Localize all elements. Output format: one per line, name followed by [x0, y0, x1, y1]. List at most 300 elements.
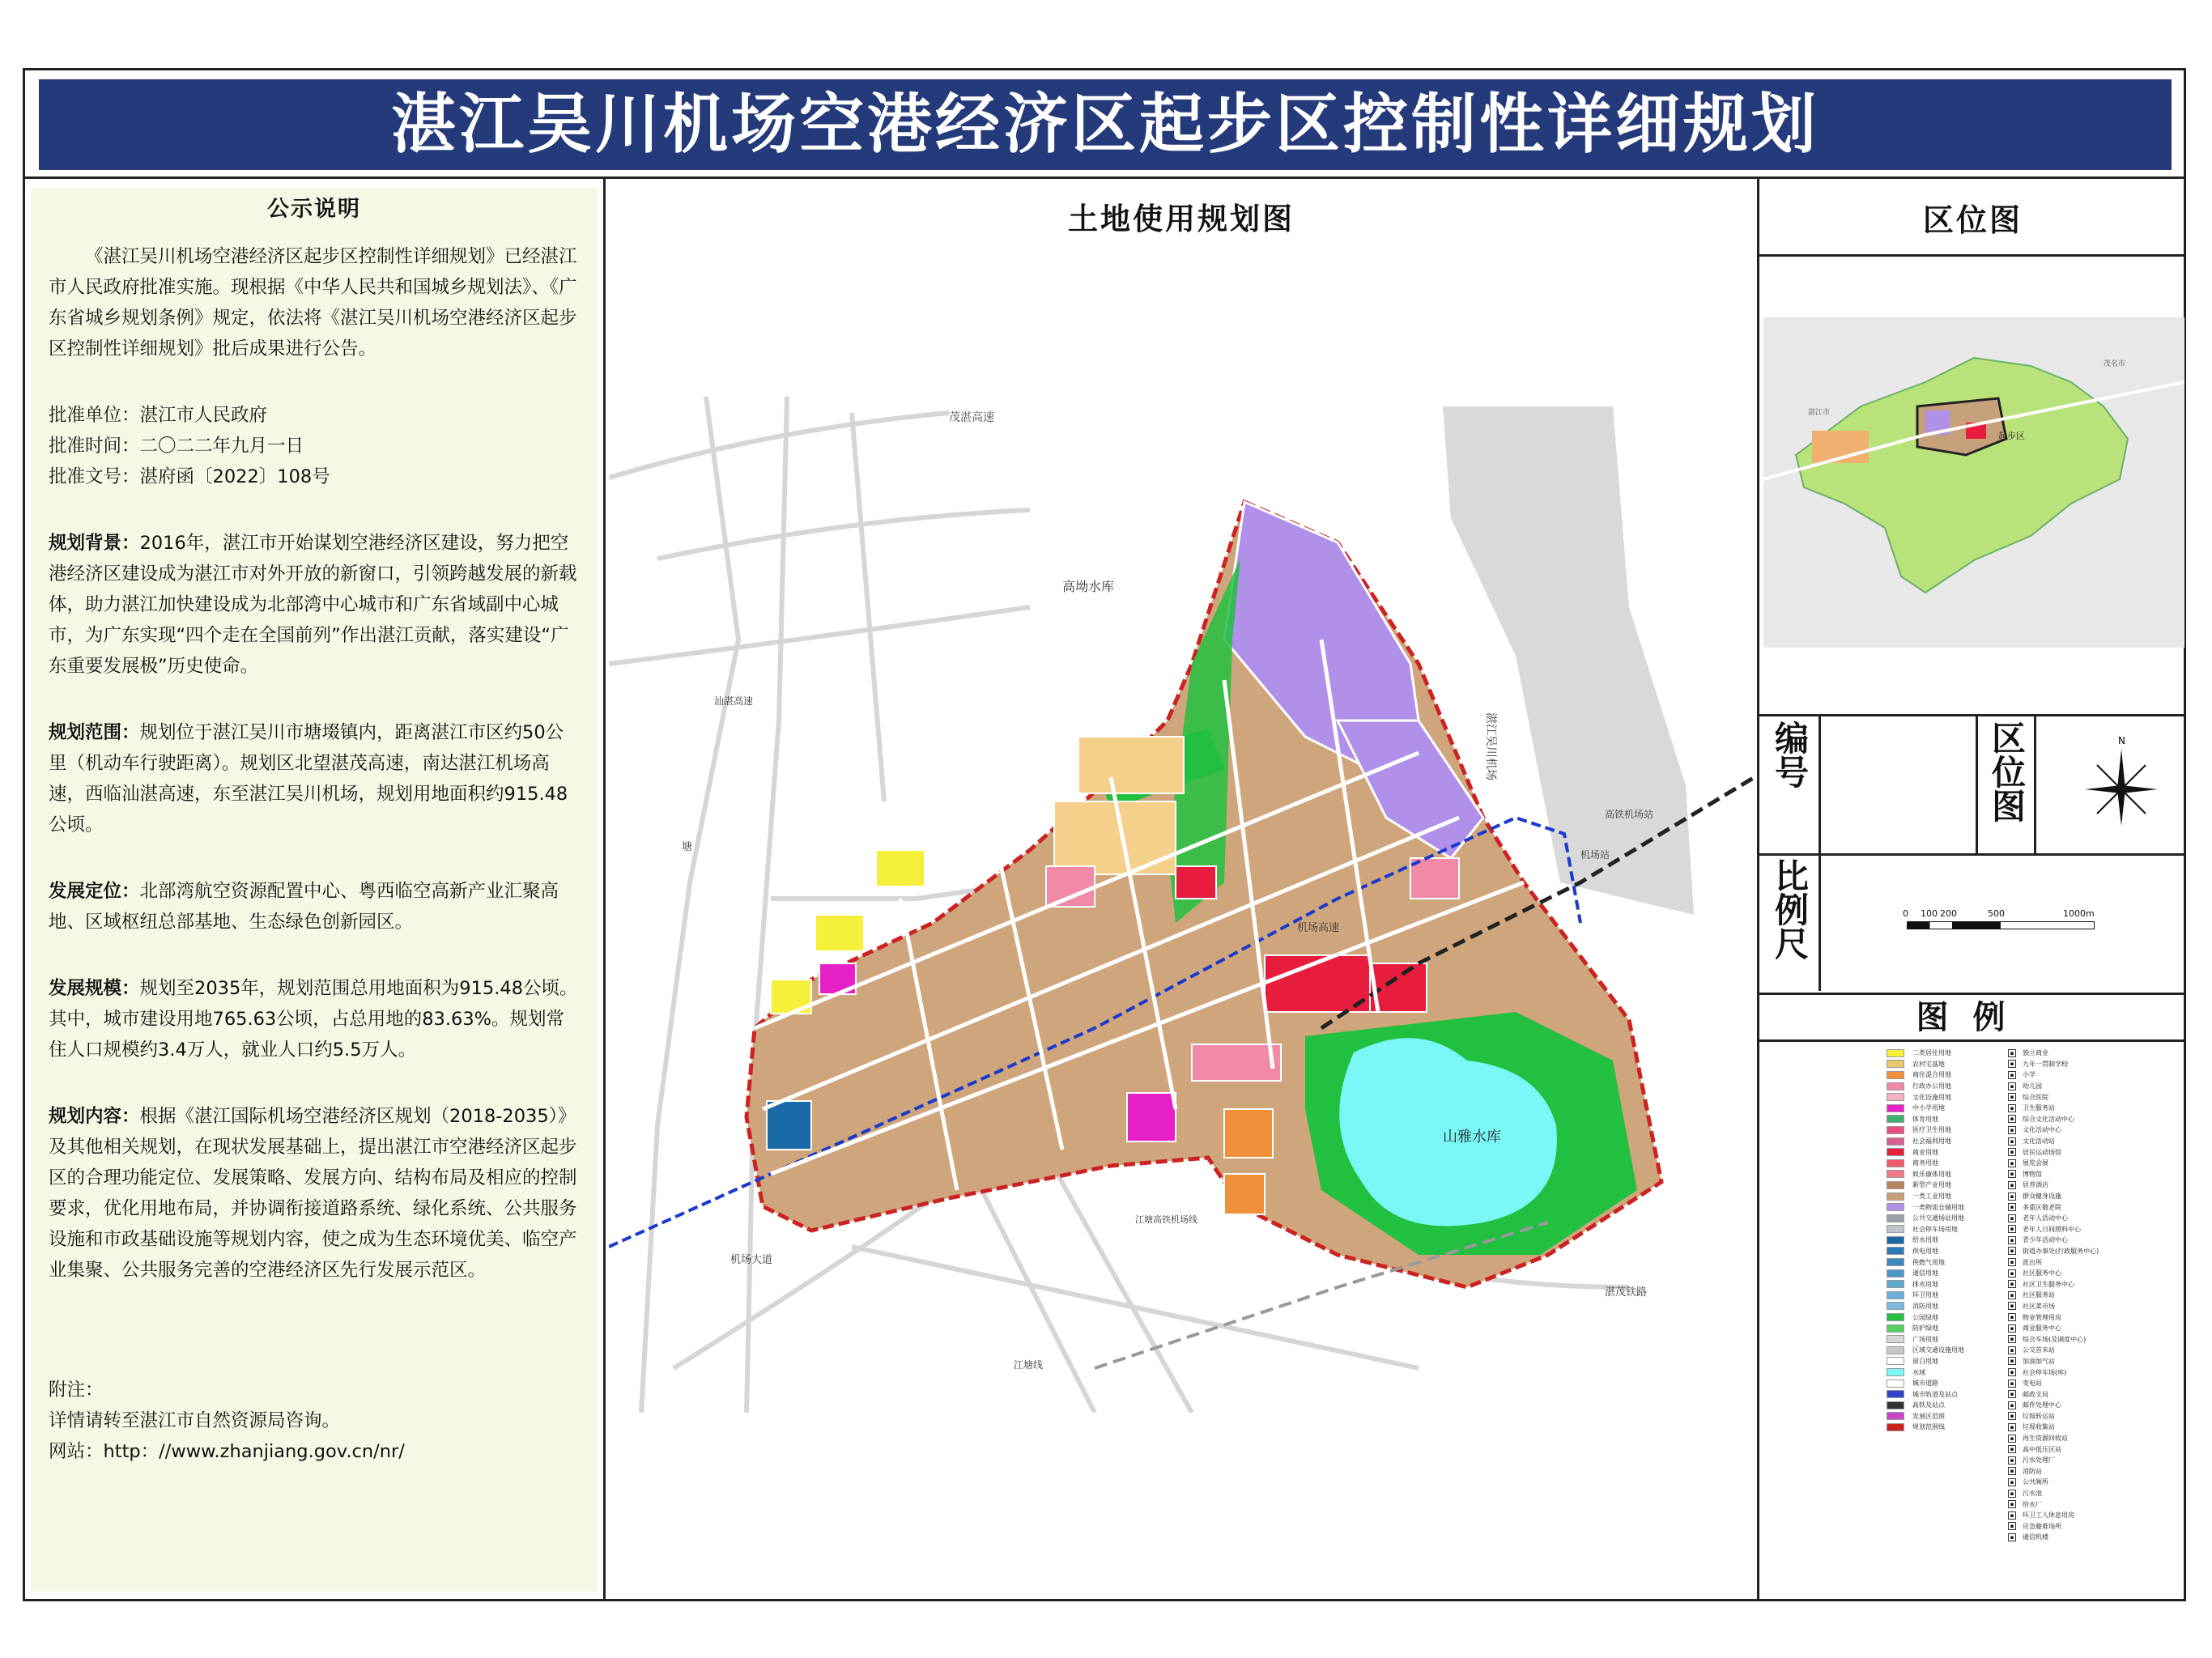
legend-label: 社区卫生服务中心 [2023, 1280, 2074, 1288]
legend-item [2008, 1443, 2099, 1455]
legend-label: 消防用地 [1912, 1302, 1938, 1310]
legend-label: 展览会展 [2023, 1159, 2048, 1167]
facility-icon: ▪ [2008, 1093, 2016, 1101]
legend-swatch [1887, 1269, 1904, 1278]
legend-label: 水域 [1912, 1368, 1925, 1376]
location-box [1979, 716, 2034, 853]
facility-icon: ▪ [2008, 1390, 2016, 1398]
legend-swatch [1887, 1192, 1904, 1201]
legend-label: 派出所 [2023, 1258, 2042, 1266]
legend-swatch [1887, 1159, 1904, 1167]
legend-label: 区域交通设施用地 [1912, 1346, 1964, 1354]
facility-icon: ▪ [2008, 1490, 2016, 1498]
facility-icon: ▪ [2008, 1148, 2016, 1156]
note-label: 附注： [49, 1380, 104, 1401]
label-jiangtang-rail: 江塘高铁机场线 [1135, 1214, 1197, 1225]
legend-item [2008, 1146, 2099, 1158]
section-background [49, 528, 580, 682]
legend-item [2008, 1256, 2099, 1268]
residential-block [815, 915, 864, 951]
legend-item [1887, 1333, 1964, 1345]
legend-swatch [1887, 1236, 1904, 1244]
label-airport-road: 机场大道 [730, 1254, 773, 1266]
legend-item [2008, 1213, 2099, 1224]
legend-label: 文化活动中心 [2023, 1126, 2061, 1134]
legend-label: 小学 [2023, 1071, 2035, 1079]
number-label [1762, 716, 1817, 853]
legend-item [2008, 1367, 2099, 1378]
legend-label: 公交首末站 [2023, 1346, 2055, 1354]
legend-item [1887, 1312, 1964, 1323]
legend-item [2008, 1235, 2099, 1246]
scale-tick: 500 [1988, 908, 2005, 919]
legend-label: 农村宅基地 [1912, 1060, 1945, 1068]
legend-swatch [1887, 1302, 1904, 1310]
legend-label: 商务用地 [1912, 1159, 1938, 1167]
legend-label: 规划范围线 [1912, 1423, 1945, 1431]
legend-label: 公共厕所 [2023, 1478, 2048, 1486]
legend-item [1887, 1114, 1964, 1125]
legend-item [2008, 1422, 2099, 1433]
legend-item [2008, 1114, 2099, 1125]
commercial-block [1176, 866, 1216, 899]
location-title: 区位图 [1922, 202, 2023, 238]
legend-item [2008, 1488, 2099, 1499]
legend-label: 污水处理厂 [2023, 1456, 2055, 1465]
legend-item [2008, 1224, 2099, 1235]
legend-item [1887, 1069, 1964, 1081]
legend-label: 商业服务中心 [2023, 1324, 2061, 1333]
scale-tick: 200 [1940, 908, 1957, 919]
scale-tick: 0 [1903, 908, 1908, 919]
section-content [49, 1101, 580, 1286]
legend-label: 高中低压区站 [2023, 1445, 2061, 1453]
facility-icon: ▪ [2008, 1247, 2016, 1255]
legend-label: 供电用地 [1912, 1247, 1938, 1255]
legend-item [2008, 1069, 2099, 1081]
legend-item [2008, 1059, 2099, 1070]
admin-block [1410, 858, 1459, 899]
facility-icon: ▪ [2008, 1049, 2016, 1057]
divider [603, 176, 606, 1601]
legend-swatch [1887, 1324, 1904, 1333]
legend-swatch [1887, 1335, 1904, 1343]
legend-item [2008, 1103, 2099, 1114]
legend-item [1887, 1400, 1964, 1411]
facility-icon: ▪ [2008, 1181, 2016, 1189]
facility-icon: ▪ [2008, 1335, 2016, 1343]
scale-label: 发展规模： [49, 978, 140, 999]
positioning-label: 发展定位： [49, 881, 140, 902]
label-jiangtang-line: 江塘线 [1014, 1359, 1044, 1371]
divider [1759, 254, 2186, 257]
location-inset-map [1763, 317, 2184, 648]
legend-swatch [1887, 1115, 1904, 1123]
facility-icon: ▪ [2008, 1302, 2016, 1310]
legend-label: 社区服务站 [2023, 1291, 2055, 1299]
legend-swatch [1887, 1423, 1904, 1431]
notice-intro: 《湛江吴川机场空港经济区起步区控制性详细规划》已经湛江市人民政府批准实施。现根据《中华人民共和国城乡规划法》、《广东省城乡规划条例》规定，依法将《湛江吴川机场空港经济区起步区控制性详细规划》批后成果进行公告。 [49, 246, 577, 359]
positioning-text: 北部湾航空资源配置中心、粤西临空高新产业汇聚高地、区域枢纽总部基地、生态绿色创新园区。 [49, 881, 559, 933]
legend-label: 发展区范围 [1912, 1412, 1945, 1420]
legend-swatch [1887, 1148, 1904, 1156]
legend-label: 综合车场(及调度中心) [2023, 1335, 2087, 1343]
legend-swatch [1887, 1368, 1904, 1376]
facility-icon: ▪ [2008, 1214, 2016, 1222]
legend-item [2008, 1477, 2099, 1488]
facility-icon: ▪ [2008, 1401, 2016, 1409]
notice-panel [31, 188, 598, 1592]
legend-item [1887, 1367, 1964, 1378]
website-link[interactable]: 网站：http：//www.zhanjiang.gov.cn/nr/ [49, 1441, 405, 1462]
facility-icon: ▪ [2008, 1192, 2016, 1201]
section-positioning [49, 876, 580, 937]
legend-label: 老年人活动中心 [2023, 1214, 2068, 1222]
legend-swatch [1887, 1357, 1904, 1365]
label-pond: 塘 [682, 841, 693, 853]
facility-icon: ▪ [2008, 1380, 2016, 1388]
location-box-text: 区位图 [1987, 721, 2027, 823]
legend-label: 再生资源回收站 [2023, 1435, 2068, 1443]
residential-block [876, 850, 925, 886]
legend-label: 群众健身设施 [2023, 1192, 2061, 1201]
legend-label: 居养酒店 [2023, 1181, 2048, 1189]
legend-label: 通信用地 [1912, 1269, 1938, 1278]
inset-start-area-label: 起步区 [1998, 431, 2025, 441]
legend-item [2008, 1191, 2099, 1202]
legend-item [1887, 1323, 1964, 1334]
facility-icon: ▪ [2008, 1115, 2016, 1123]
legend-item [2008, 1124, 2099, 1136]
facility-icon: ▪ [2008, 1071, 2016, 1079]
legend-item [2008, 1081, 2099, 1092]
facility-icon: ▪ [2008, 1511, 2016, 1520]
facility-icon: ▪ [2008, 1445, 2016, 1453]
reservoir-label: 山雅水库 [1443, 1129, 1501, 1146]
facility-icon: ▪ [2008, 1313, 2016, 1321]
legend-swatch [1887, 1126, 1904, 1134]
facility-icon: ▪ [2008, 1368, 2016, 1376]
residential-block [1078, 737, 1184, 793]
legend-item [2008, 1356, 2099, 1367]
facility-icon: ▪ [2008, 1225, 2016, 1233]
legend-swatch [1887, 1401, 1904, 1409]
legend-label: 城市道路 [1912, 1380, 1938, 1388]
map-title: 土地使用规划图 [1068, 202, 1295, 236]
legend-item [2008, 1378, 2099, 1389]
residential-block [1054, 801, 1176, 874]
legend-label: 广场用地 [1912, 1335, 1938, 1343]
legend-item [1887, 1213, 1964, 1224]
legend-label: 加油加气站 [2023, 1357, 2055, 1365]
legend-label: 中小学用地 [1912, 1104, 1945, 1112]
legend-item [2008, 1400, 2099, 1411]
legend-swatch [1887, 1060, 1904, 1068]
scale-tick: 1000m [2063, 908, 2095, 919]
facility-icon: ▪ [2008, 1423, 2016, 1431]
legend-label: 物业管理用房 [2023, 1313, 2061, 1321]
facility-icon: ▪ [2008, 1126, 2016, 1134]
section-scope [49, 717, 580, 840]
legend-item [1887, 1048, 1964, 1059]
legend-item [2008, 1411, 2099, 1422]
legend-label: 垃圾收集站 [2023, 1423, 2055, 1431]
legend-swatch [1887, 1247, 1904, 1255]
legend-label: 综合医院 [2023, 1093, 2048, 1101]
legend-swatch [1887, 1214, 1904, 1222]
legend-item [2008, 1091, 2099, 1103]
legend-item [2008, 1455, 2099, 1466]
facility-icon: ▪ [2008, 1137, 2016, 1146]
legend-item [1887, 1301, 1964, 1312]
page-title: 湛江吴川机场空港经济区起步区控制性详细规划 [39, 79, 2172, 170]
legend-swatch [1887, 1412, 1904, 1420]
legend-label: 留白用地 [1912, 1357, 1938, 1365]
legend-label: 高铁及站点 [1912, 1401, 1945, 1409]
legend-swatch [1887, 1225, 1904, 1233]
facility-icon: ▪ [2008, 1456, 2016, 1465]
legend-label: 邮政支局 [2023, 1390, 2048, 1398]
legend-item [1887, 1169, 1964, 1180]
divider [23, 176, 2186, 179]
legend-label: 医疗卫生用地 [1912, 1126, 1951, 1134]
legend-label: 排水用地 [1912, 1280, 1938, 1288]
facility-icon: ▪ [2008, 1082, 2016, 1090]
legend-item [2008, 1201, 2099, 1213]
legend [1887, 1048, 2129, 1598]
north-label: N [2118, 735, 2125, 746]
legend-item [1887, 1158, 1964, 1169]
label-zhanmao-railway: 湛茂铁路 [1605, 1286, 1648, 1299]
legend-swatch [1887, 1346, 1904, 1354]
legend-label: 公共交通场站用地 [1912, 1214, 1964, 1222]
legend-label: 老年人日间照料中心 [2023, 1225, 2081, 1233]
legend-item [1887, 1290, 1964, 1301]
label-maoz-expressway: 茂湛高速 [949, 411, 994, 424]
legend-item [1887, 1268, 1964, 1279]
legend-item [1887, 1059, 1964, 1070]
legend-item [1887, 1256, 1964, 1268]
legend-label: 防护绿地 [1912, 1324, 1938, 1333]
scale-tick: 100 [1921, 908, 1938, 919]
label-gaoyao-reservoir: 高坳水库 [1062, 579, 1115, 594]
legend-label: 邮件处理中心 [2023, 1401, 2061, 1409]
legend-item [2008, 1466, 2099, 1477]
legend-label: 综合文化活动中心 [2023, 1115, 2074, 1123]
content-text: 根据《湛江国际机场空港经济区规划（2018-2035）》及其他相关规划，在现状发展基础上，提出湛江市空港经济区起步区的合理功能定位、发展策略、发展方向、结构布局及相应的控制要求，优化用地布局，并协调衔接道路系统、绿化系统、公共服务设施和市政基础设施等规划内容，使之成为生态环境优美、临空产业集聚、公共服务完善的空港经济区先行发展示范区。 [49, 1106, 577, 1281]
legend-label: 应急避难场所 [2023, 1522, 2061, 1530]
legend-item [2008, 1521, 2099, 1533]
legend-item [1887, 1201, 1964, 1213]
admin-block [1192, 1044, 1281, 1081]
legend-item [1887, 1091, 1964, 1103]
divider [1759, 714, 2186, 716]
legend-label: 社会停车场(库) [2023, 1368, 2067, 1376]
legend-item [1887, 1246, 1964, 1257]
north-arrow [2073, 733, 2170, 838]
legend-item [1887, 1136, 1964, 1147]
legend-item [2008, 1246, 2099, 1257]
facility-icon: ▪ [2008, 1291, 2016, 1299]
facility-icon: ▪ [2008, 1236, 2016, 1244]
airport-label: 湛江吴川机场 [1484, 712, 1497, 780]
legend-label: 商住混合用地 [1912, 1071, 1951, 1079]
legend-item [2008, 1180, 2099, 1191]
label-shanzhan-expressway: 汕湛高速 [714, 695, 754, 707]
legend-item [2008, 1169, 2099, 1180]
legend-label: 体育用地 [1912, 1115, 1938, 1123]
label-airport-expressway: 机场高速 [1297, 922, 1340, 934]
divider [1759, 1039, 2186, 1042]
legend-title: 图例 [1916, 999, 2030, 1036]
legend-landuse-column [1887, 1048, 1964, 1433]
facility-icon: ▪ [2008, 1435, 2016, 1443]
mixed-block [1224, 1109, 1273, 1158]
legend-item [2008, 1301, 2099, 1312]
legend-item [1887, 1124, 1964, 1136]
legend-label: 二类居住用地 [1912, 1049, 1951, 1057]
facility-icon: ▪ [2008, 1522, 2016, 1530]
legend-item [2008, 1388, 2099, 1400]
legend-item [2008, 1136, 2099, 1147]
legend-label: 多重区敬老院 [2023, 1203, 2061, 1211]
legend-label: 社区服务中心 [2023, 1269, 2061, 1278]
inset-maoming-label: 茂名市 [2104, 360, 2126, 368]
legend-item [1887, 1224, 1964, 1235]
legend-swatch [1887, 1104, 1904, 1112]
legend-item [2008, 1433, 2099, 1444]
legend-item [1887, 1356, 1964, 1367]
legend-label: 环卫工人休息用房 [2023, 1511, 2074, 1520]
legend-label: 文化设施用地 [1912, 1093, 1951, 1101]
utility-block [767, 1101, 811, 1150]
legend-item [2008, 1333, 2099, 1345]
legend-item [1887, 1378, 1964, 1389]
legend-item [1887, 1388, 1964, 1400]
legend-label: 居民运动场馆 [2023, 1148, 2061, 1156]
legend-item [2008, 1268, 2099, 1279]
legend-label: 一类物流仓储用地 [1912, 1203, 1964, 1211]
scale-bar [1907, 921, 2095, 929]
legend-swatch [1887, 1049, 1904, 1057]
legend-swatch [1887, 1390, 1904, 1398]
legend-label: 行政办公用地 [1912, 1082, 1951, 1090]
legend-label: 幼儿园 [2023, 1082, 2042, 1090]
legend-item [2008, 1532, 2099, 1543]
legend-swatch [1887, 1380, 1904, 1388]
facility-icon: ▪ [2008, 1203, 2016, 1211]
legend-swatch [1887, 1291, 1904, 1299]
legend-item [1887, 1191, 1964, 1202]
facility-icon: ▪ [2008, 1170, 2016, 1178]
number-label-text: 编号 [1770, 721, 1810, 789]
legend-label: 消防站 [2023, 1467, 2042, 1475]
legend-item [2008, 1323, 2099, 1334]
background-text: 2016年，湛江市开始谋划空港经济区建设，努力把空港经济区建设成为湛江市对外开放的新窗口，引领跨越发展的新载体，助力湛江加快建设成为北部湾中心城市和广东省域副中心城市，为广东实现“四个走在全国前列”作出湛江贡献，落实建设“广东重要发展极”历史使命。 [49, 533, 577, 677]
legend-swatch [1887, 1170, 1904, 1178]
legend-item [2008, 1290, 2099, 1301]
legend-item [2008, 1048, 2099, 1059]
facility-icon: ▪ [2008, 1280, 2016, 1288]
legend-label: 街道办事处(行政服务中心) [2023, 1247, 2099, 1255]
legend-label: 娱乐康体用地 [1912, 1170, 1951, 1178]
facility-icon: ▪ [2008, 1346, 2016, 1354]
legend-label: 供燃气用地 [1912, 1258, 1945, 1266]
legend-label: 给水厂 [2023, 1500, 2042, 1508]
section-scale [49, 973, 580, 1065]
note-text: 详情请转至湛江市自然资源局咨询。 [49, 1410, 341, 1431]
inset-zhanjiang-label: 湛江市 [1808, 409, 1831, 417]
legend-item [2008, 1345, 2099, 1356]
legend-item [1887, 1180, 1964, 1191]
legend-swatch [1887, 1082, 1904, 1090]
land-use-map [609, 397, 1755, 1413]
mixed-block [1224, 1174, 1265, 1214]
legend-item [2008, 1510, 2099, 1521]
facility-icon: ▪ [2008, 1467, 2016, 1475]
facility-icon: ▪ [2008, 1104, 2016, 1112]
legend-label: 通信机楼 [2023, 1533, 2048, 1541]
facility-icon: ▪ [2008, 1533, 2016, 1541]
legend-item [2008, 1278, 2099, 1290]
notice-heading: 公示说明 [267, 197, 361, 222]
legend-item [2008, 1158, 2099, 1169]
legend-item [1887, 1278, 1964, 1290]
facility-icon: ▪ [2008, 1060, 2016, 1068]
approval-doc: 批准文号：湛府函〔2022〕108号 [49, 466, 330, 487]
legend-label: 一类工业用地 [1912, 1192, 1951, 1201]
legend-swatch [1887, 1203, 1904, 1211]
legend-label: 卫生服务站 [2023, 1104, 2055, 1112]
legend-label: 独立商业 [2023, 1049, 2048, 1057]
divider [1757, 176, 1759, 1601]
legend-swatch [1887, 1258, 1904, 1266]
facility-icon: ▪ [2008, 1269, 2016, 1278]
legend-label: 新型产业用地 [1912, 1181, 1951, 1189]
background-label: 规划背景： [49, 533, 140, 554]
label-airport-station: 机场站 [1580, 849, 1610, 861]
legend-swatch [1887, 1313, 1904, 1321]
approval-unit: 批准单位：湛江市人民政府 [49, 405, 268, 426]
legend-label: 博物馆 [2023, 1170, 2042, 1178]
legend-item [1887, 1235, 1964, 1246]
legend-swatch [1887, 1137, 1904, 1146]
facility-icon: ▪ [2008, 1324, 2016, 1333]
facility-icon: ▪ [2008, 1478, 2016, 1486]
legend-swatch [1887, 1181, 1904, 1189]
legend-label: 九年一贯制学校 [2023, 1060, 2068, 1068]
facility-icon: ▪ [2008, 1159, 2016, 1167]
scope-text: 规划位于湛江吴川市塘㙍镇内，距离湛江市区约50公里（机动车行驶距离）。规划区北望湛茂高速，南达湛江机场高速，西临汕湛高速，东至湛江吴川机场，规划用地面积约915.48公顷。 [49, 722, 568, 835]
legend-facility-column [2008, 1048, 2099, 1543]
legend-label: 污水池 [2023, 1490, 2042, 1498]
content-label: 规划内容： [49, 1106, 140, 1127]
legend-item [1887, 1411, 1964, 1422]
legend-label: 商业用地 [1912, 1148, 1938, 1156]
legend-label: 城市轨道及站点 [1912, 1390, 1958, 1398]
scale-text: 规划至2035年，规划范围总用地面积为915.48公顷。其中，城市建设用地765.63公顷，占总用地的83.63%。规划常住人口规模约3.4万人，就业人口约5.5万人。 [49, 978, 578, 1061]
legend-label: 社区菜市场 [2023, 1302, 2055, 1310]
scale-label-text: 比例尺 [1770, 858, 1810, 960]
legend-label: 社会福利用地 [1912, 1137, 1951, 1146]
divider [1759, 853, 2186, 856]
legend-item [1887, 1103, 1964, 1114]
scale-label [1762, 855, 1817, 991]
scope-label: 规划范围： [49, 722, 140, 743]
admin-block [1046, 866, 1095, 907]
legend-label: 公园绿地 [1912, 1313, 1938, 1321]
legend-label: 社会停车场用地 [1912, 1225, 1958, 1233]
